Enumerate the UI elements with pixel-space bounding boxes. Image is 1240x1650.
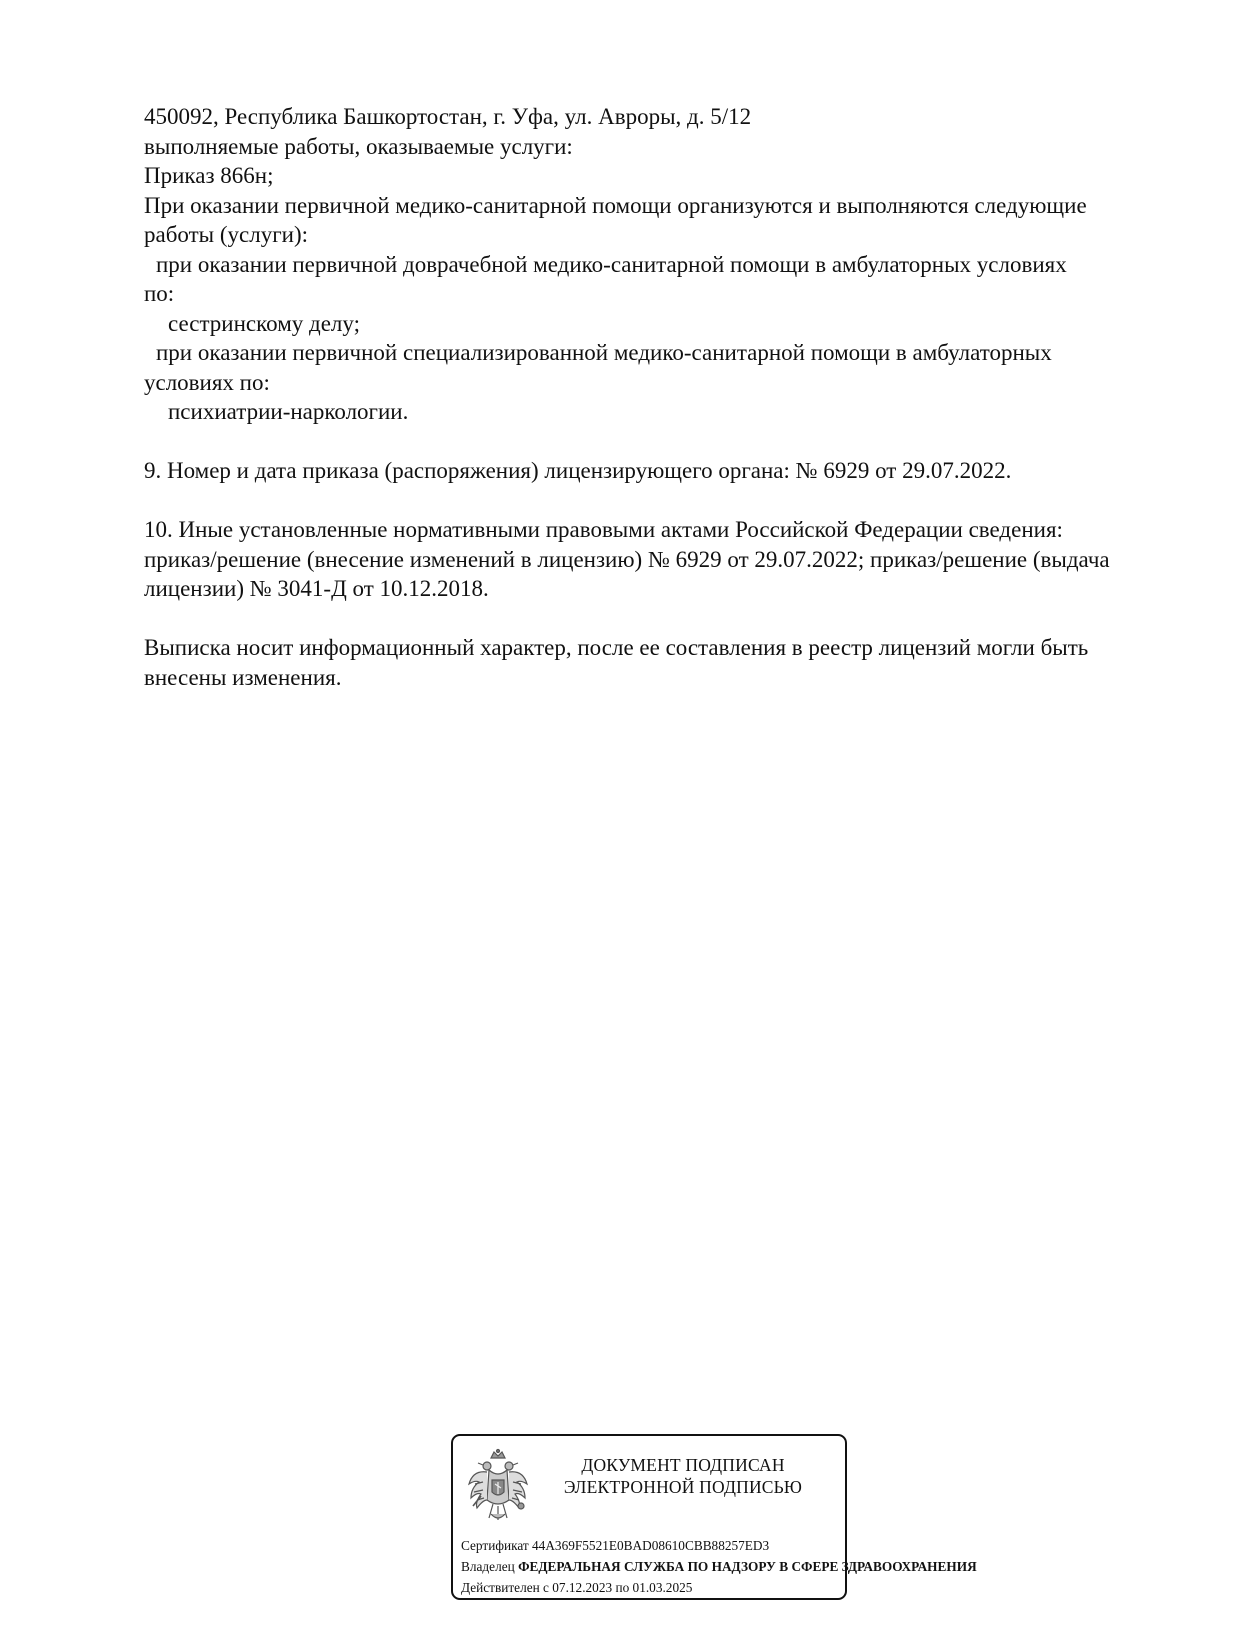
narcology-line: психиатрии-наркологии.	[168, 399, 409, 424]
validity-to: 01.03.2025	[632, 1580, 693, 1595]
primary-care-line-1: При оказании первичной медико-санитарной помощи организуются и выполняются следующие	[144, 192, 1087, 218]
address-line: 450092, Республика Башкортостан, г. Уфа, ул. Авроры, д. 5/12	[144, 104, 752, 129]
order-866-line: Приказ 866н;	[144, 163, 274, 188]
stamp-title	[553, 1454, 813, 1498]
validity-from: 07.12.2023	[552, 1580, 613, 1595]
primary-care-line-2: работы (услуги):	[144, 222, 308, 247]
stamp-title-line-2: ЭЛЕКТРОННОЙ ПОДПИСЬЮ	[563, 1477, 803, 1497]
item-10-line-1: 10. Иные установленные нормативными правовыми актами Российской Федерации сведения:	[144, 517, 1063, 542]
owner-label: Владелец	[461, 1559, 515, 1574]
spacer	[144, 604, 1174, 634]
document-body	[144, 102, 1174, 692]
certificate-value: 44A369F5521E0BAD08610CBB88257ED3	[532, 1538, 770, 1553]
owner-value: ФЕДЕРАЛЬНАЯ СЛУЖБА ПО НАДЗОРУ В СФЕРЕ ЗДРАВООХРАНЕНИЯ	[518, 1559, 977, 1574]
item-9-line: 9. Номер и дата приказа (распоряжения) лицензирующего органа: № 6929 от 29.07.2022.	[144, 458, 1012, 483]
disclaimer-line-2: внесены изменения.	[144, 664, 342, 690]
validity-label: Действителен с	[461, 1580, 549, 1595]
certificate-label: Сертификат	[461, 1538, 529, 1553]
specialized-line-2: условиях по:	[144, 369, 270, 395]
certificate-row	[461, 1537, 769, 1555]
disclaimer-line-1: Выписка носит информационный характер, после ее составления в реестр лицензий могли быть	[144, 635, 1089, 660]
works-heading: выполняемые работы, оказываемые услуги:	[144, 133, 573, 159]
prehospital-line-2: по:	[144, 281, 175, 306]
spacer	[144, 486, 1174, 516]
owner-row	[461, 1558, 977, 1576]
specialized-line-1: при оказании первичной специализированной медико-санитарной помощи в амбулаторных	[156, 340, 1052, 365]
item-10-line-2: приказ/решение (внесение изменений в лицензию) № 6929 от 29.07.2022; приказ/решение (выдача	[144, 546, 1110, 572]
stamp-title-line-1: ДОКУМЕНТ ПОДПИСАН	[581, 1455, 785, 1475]
double-headed-eagle-icon	[465, 1448, 531, 1528]
validity-row	[461, 1579, 692, 1597]
nursing-line: сестринскому делу;	[168, 310, 360, 336]
electronic-signature-stamp	[451, 1434, 977, 1600]
validity-separator: по	[615, 1580, 630, 1595]
item-10-line-3: лицензии) № 3041-Д от 10.12.2018.	[144, 576, 489, 601]
prehospital-line-1: при оказании первичной доврачебной медико-санитарной помощи в амбулаторных условиях	[156, 251, 1067, 277]
spacer	[144, 427, 1174, 457]
